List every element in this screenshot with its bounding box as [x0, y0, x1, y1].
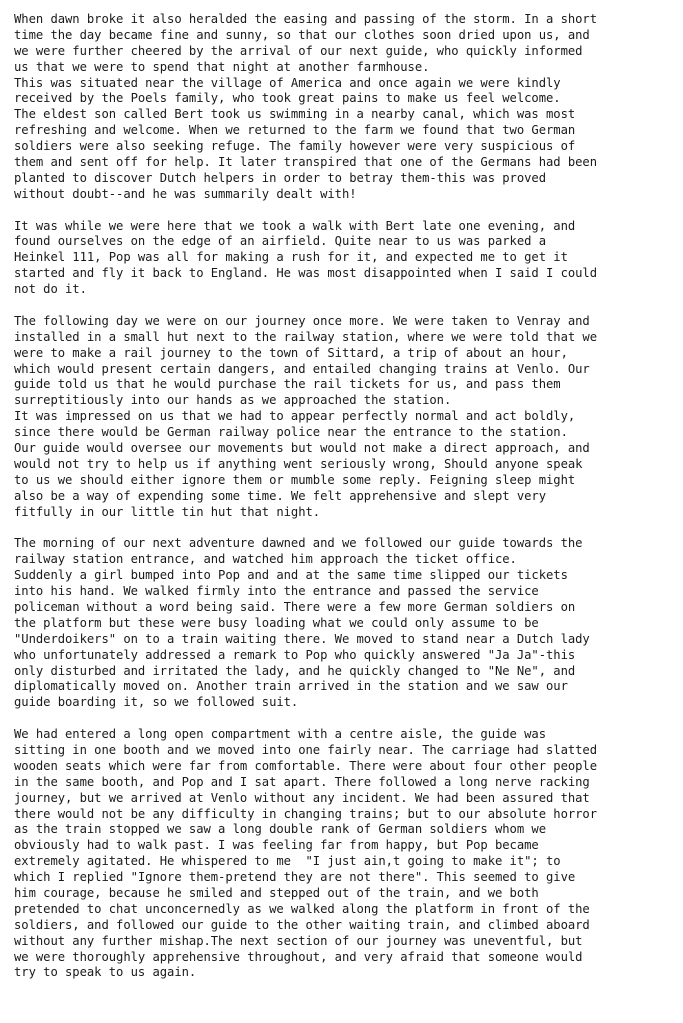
- paragraph-compartment: [14, 727, 678, 981]
- text-line: into his hand. We walked firmly into the entrance and passed the service: [14, 584, 539, 599]
- text-line: installed in a small hut next to the railway station, where we were told that we: [14, 329, 598, 344]
- text-line: try to speak to us again.: [14, 965, 197, 980]
- text-line: the platform but these were busy loading what we could only assume to be: [14, 615, 539, 630]
- text-line: time the day became fine and sunny, so that our clothes soon dried upon us, and: [14, 27, 590, 42]
- paragraph-station-morning: [14, 536, 678, 568]
- text-line: there would not be any difficulty in changing trains; but to our absolute horror: [14, 806, 598, 821]
- text-line: we were further cheered by the arrival of our next guide, who quickly informed: [14, 43, 583, 58]
- text-line: diplomatically moved on. Another train arrived in the station and we saw our: [14, 679, 568, 694]
- text-line: fitfully in our little tin hut that night.: [14, 504, 321, 519]
- text-line: We had entered a long open compartment with a centre aisle, the guide was: [14, 727, 546, 742]
- text-line: in the same booth, and Pop and I sat apart. There followed a long nerve racking: [14, 774, 590, 789]
- text-line: "Underdoikers" on to a train waiting there. We moved to stand near a Dutch lady: [14, 631, 590, 646]
- text-line: without any further mishap.The next section of our journey was uneventful, but: [14, 933, 583, 948]
- text-line: policeman without a word being said. There were a few more German soldiers on: [14, 599, 576, 614]
- text-line: as the train stopped we saw a long double rank of German soldiers whom we: [14, 822, 546, 837]
- text-line: This was situated near the village of America and once again we were kindly: [14, 75, 561, 90]
- paragraph-tickets: [14, 568, 678, 711]
- text-line: him courage, because he smiled and stepped out of the train, and we both: [14, 885, 539, 900]
- text-line: only disturbed and irritated the lady, and he quickly changed to "Ne Ne", and: [14, 663, 576, 678]
- text-line: found ourselves on the edge of an airfield. Quite near to us was parked a: [14, 234, 546, 249]
- text-line: planted to discover Dutch helpers in order to betray them-this was proved: [14, 170, 546, 185]
- text-line: guide told us that he would purchase the rail tickets for us, and pass them: [14, 377, 561, 392]
- text-line: Suddenly a girl bumped into Pop and and at the same time slipped our tickets: [14, 568, 568, 583]
- text-line: without doubt--and he was summarily dealt with!: [14, 186, 357, 201]
- text-line: pretended to chat unconcernedly as we walked along the platform in front of the: [14, 901, 590, 916]
- text-line: we were thoroughly apprehensive throughout, and very afraid that someone would: [14, 949, 583, 964]
- paragraph-venray: [14, 314, 678, 409]
- text-line: The eldest son called Bert took us swimming in a nearby canal, which was most: [14, 107, 576, 122]
- text-line: guide boarding it, so we followed suit.: [14, 695, 299, 710]
- text-line: soldiers were also seeking refuge. The family however were very suspicious of: [14, 139, 576, 154]
- text-line: would not try to help us if anything went seriously wrong, Should anyone speak: [14, 456, 583, 471]
- text-line: who unfortunately addressed a remark to Pop who quickly answered "Ja Ja"-this: [14, 647, 576, 662]
- text-line: surreptitiously into our hands as we approached the station.: [14, 393, 452, 408]
- text-line: refreshing and welcome. When we returned to the farm we found that two German: [14, 123, 576, 138]
- text-line: extremely agitated. He whispered to me "I just ain,t going to make it"; to: [14, 854, 561, 869]
- paragraph-airfield: [14, 219, 678, 298]
- text-line: sitting in one booth and we moved into one fairly near. The carriage had slatted: [14, 742, 598, 757]
- text-line: The following day we were on our journey once more. We were taken to Venray and: [14, 313, 590, 328]
- text-line: started and fly it back to England. He was most disappointed when I said I could: [14, 266, 598, 281]
- text-line: were to make a rail journey to the town of Sittard, a trip of about an hour,: [14, 345, 568, 360]
- text-line: soldiers, and followed our guide to the other waiting train, and climbed aboard: [14, 917, 590, 932]
- document-page: [14, 12, 678, 981]
- text-line: It was impressed on us that we had to appear perfectly normal and act boldly,: [14, 409, 576, 424]
- text-line: also be a way of expending some time. We felt apprehensive and slept very: [14, 488, 546, 503]
- text-line: journey, but we arrived at Venlo without any incident. We had been assured that: [14, 790, 590, 805]
- text-line: which would present certain dangers, and entailed changing trains at Venlo. Our: [14, 361, 590, 376]
- text-line: us that we were to spend that night at another farmhouse.: [14, 59, 430, 74]
- paragraph-poels-family: [14, 76, 678, 203]
- paragraph-railway-police: [14, 409, 678, 520]
- text-line: received by the Poels family, who took great pains to make us feel welcome.: [14, 91, 561, 106]
- text-line: them and sent off for help. It later transpired that one of the Germans had been: [14, 155, 598, 170]
- paragraph-storm: [14, 12, 678, 76]
- text-line: Our guide would oversee our movements but would not make a direct approach, and: [14, 441, 590, 456]
- text-line: railway station entrance, and watched him approach the ticket office.: [14, 552, 517, 567]
- text-line: obviously had to walk past. I was feeling far from happy, but Pop became: [14, 838, 539, 853]
- text-line: Heinkel 111, Pop was all for making a rush for it, and expected me to get it: [14, 250, 568, 265]
- text-line: When dawn broke it also heralded the easing and passing of the storm. In a short: [14, 12, 598, 26]
- text-line: wooden seats which were far from comfortable. There were about four other people: [14, 758, 598, 773]
- text-line: which I replied "Ignore them-pretend they are not there". This seemed to give: [14, 870, 576, 885]
- text-line: The morning of our next adventure dawned and we followed our guide towards the: [14, 536, 583, 551]
- text-line: since there would be German railway police near the entrance to the station.: [14, 425, 568, 440]
- text-line: to us we should either ignore them or mumble some reply. Feigning sleep might: [14, 472, 576, 487]
- text-line: It was while we were here that we took a walk with Bert late one evening, and: [14, 218, 576, 233]
- text-line: not do it.: [14, 282, 87, 297]
